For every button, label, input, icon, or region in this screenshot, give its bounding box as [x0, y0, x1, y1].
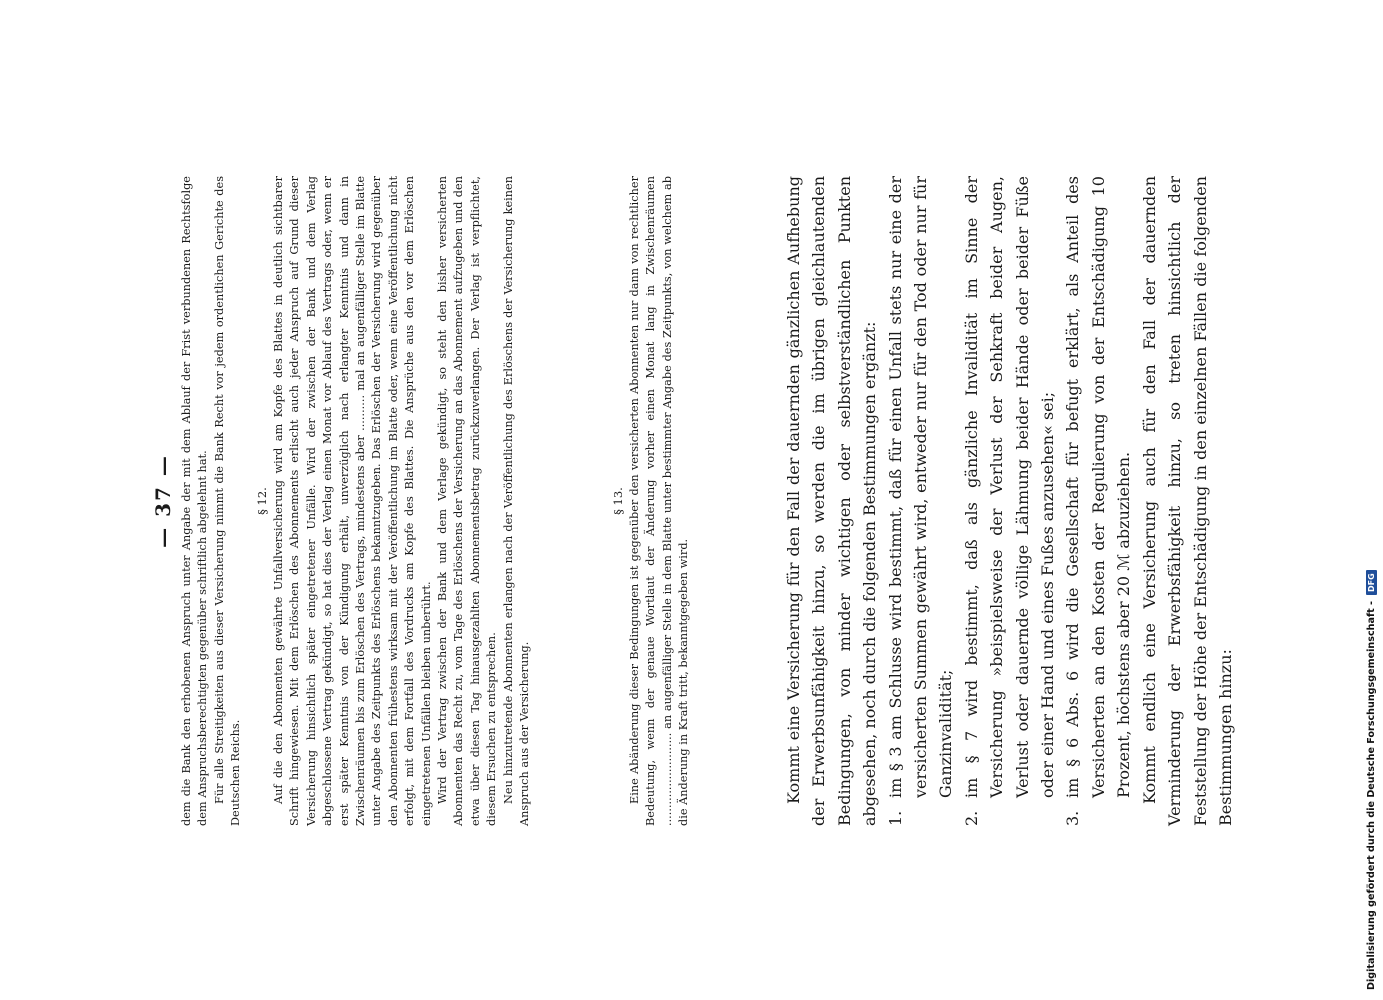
list-item-number: 3. [1063, 810, 1083, 826]
credit-text: Digitalisierung gefördert durch die Deutsche Forschungsgemeinschaft - [1365, 600, 1377, 990]
section-13 [609, 176, 693, 826]
section-13-paragraph-1: Eine Abänderung dieser Bedingungen ist gegenüber den versicherten Abonnenten nur dann von rechtlicher Bedeutung, wenn der genaue Wortlaut der Änderung vorher einen Monat lang in Zwischenräumen .......................... an augenfälliger Stelle in dem Blatte unter bestimmter Angabe des Zeitpunkts, von welchem ab die Änderung in Kraft tritt, bekanntgegeben wird. [628, 176, 691, 826]
section-12-paragraph-1: Auf die den Abonnenten gewährte Unfallversicherung wird am Kopfe des Blattes in deutlich sichtbarer Schrift hingewiesen. Mit dem Erlöschen des Abonnements erlischt auch jeder Anspruch auf Grund dieser Versicherung hinsichtlich später eingetretener Unfälle. Wird der zwischen der Bank und dem Verlag abgeschlossene Vertrag gekündigt, so hat dies der Verlag einen Monat vor Ablauf des Vertrags oder, wenn er erst später Kenntnis von der Kündigung erhält, unverzüglich nach erlangter Kenntnis und dann in Zwischenräumen bis zum Erlöschen des Vertrags, mindestens aber .......... mal an augenfälliger Stelle im Blatte unter Angabe des Zeitpunkts des Erlöschens bekanntzugeben. Das Erlöschen der Versicherung wird gegenüber den Abonnenten frühestens wirksam mit der Veröffentlichung im Blatte oder, wenn eine Veröffentlichung nicht erfolgt, mit dem Fortfall des Vordrucks am Kopfe des Blattes. Die Ansprüche aus den vor dem Erlöschen eingetretenen Unfällen bleiben unberührt. [272, 176, 433, 826]
list-item-text: im § 7 wird bestimmt, daß als gänzliche Invalidität im Sinne der Versicherung »beispielsweise der Verlust der Sehkraft beider Augen, Verlust oder dauernde völlige Lähmung beider Hände oder beider Füße oder einer Hand und eines Fußes anzusehen« sei; [961, 176, 1058, 798]
main-body [781, 176, 1238, 826]
intro-paragraph-1: dem die Bank den erhobenen Anspruch unter Angabe der mit dem Ablauf der Frist verbundenen Rechtsfolge dem Anspruchsberechtigten gegenüber schriftlich abgelehnt hat. [180, 176, 210, 826]
intro-block [179, 176, 245, 826]
list-item [1060, 176, 1136, 826]
dfg-logo: DFG [1366, 570, 1377, 595]
list-item [959, 176, 1061, 826]
section-13-heading: § 13. [611, 487, 625, 515]
section-12-paragraph-3: Neu hinzutretende Abonnenten erlangen nach der Veröffentlichung des Erlöschens der Versicherung keinen Anspruch aus der Versicherung. [501, 176, 532, 826]
section-12 [253, 176, 534, 826]
rotated-document-page [151, 176, 1235, 826]
list-item-number: 1. [885, 810, 905, 826]
section-12-paragraph-2: Wird der Vertrag zwischen der Bank und dem Verlage gekündigt, so steht den bisher versicherten Abonnenten das Recht zu, vom Tage des Erlöschens der Versicherung an das Abonnement aufzugeben und den etwa über diesen Tag hinausgezahlten Abonnementsbetrag zurückzuverlangen. Der Verlag ist verpflichtet, diesem Ersuchen zu entsprechen. [436, 176, 499, 826]
list-item-text: im § 6 Abs. 6 wird die Gesellschaft für befugt erklärt, als Anteil des Versicherten an den Kosten der Regulierung von der Entschädigung 10 Prozent, höchstens aber 20 ℳ abzuziehen. [1063, 176, 1134, 798]
list-item-text: im § 3 am Schlusse wird bestimmt, daß für einen Unfall stets nur eine der versicherten Summen gewährt wird, entweder nur für den Tod oder nur für Ganzinvalidität; [885, 176, 956, 798]
main-paragraph-1: Kommt eine Versicherung für den Fall der dauernden gänzlichen Aufhebung der Erwerbsunfähigkeit hinzu, so werden die im übrigen gleichlautenden Bedingungen, von minder wichtigen oder selbstverständlichen Punkten abgesehen, noch durch die folgenden Bestimmungen ergänzt: [784, 176, 880, 826]
intro-paragraph-2: Für alle Streitigkeiten aus dieser Versicherung nimmt die Bank Recht vor jedem ordentlichen Gerichte des Deutschen Reichs. [212, 176, 243, 826]
section-12-heading: § 12. [255, 487, 269, 515]
list-item [883, 176, 959, 826]
list-item-number: 2. [961, 810, 981, 826]
main-paragraph-2: Kommt endlich eine Versicherung auch für den Fall der dauernden Verminderung der Erwerbsfähigkeit hinzu, so treten hinsichtlich der Feststellung der Höhe der Entschädigung in den einzelnen Fällen die folgenden Bestimmungen hinzu: [1139, 176, 1235, 826]
page-number: — 37 — [151, 454, 175, 548]
digitization-credit [1362, 10, 1380, 990]
